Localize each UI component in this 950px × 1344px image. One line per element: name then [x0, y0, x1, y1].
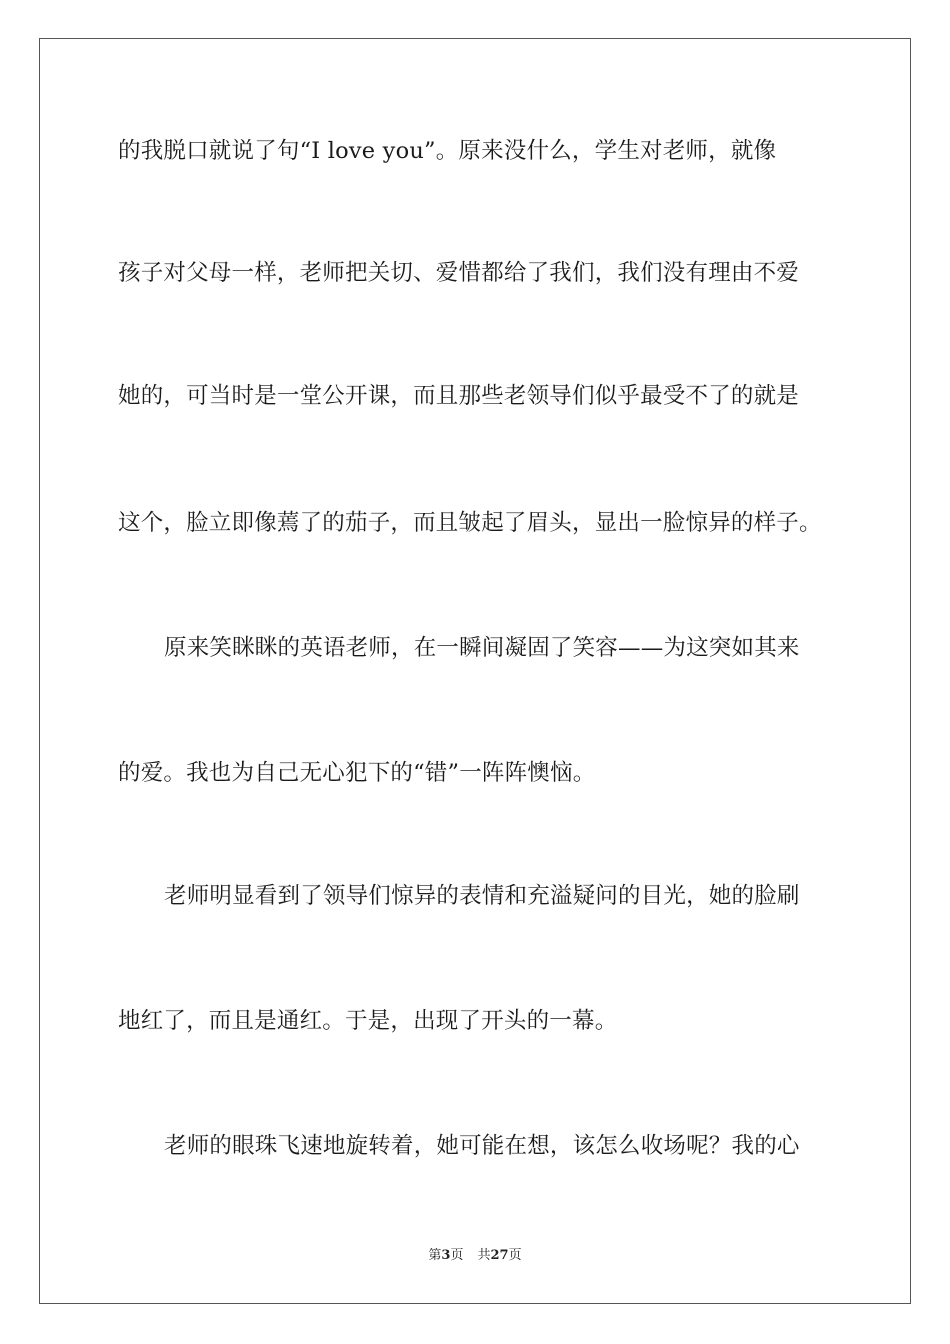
page-suffix: 页 [450, 1248, 464, 1263]
text-line-4: 这个，脸立即像蔫了的茄子，而且皱起了眉头，显出一脸惊异的样子。 [118, 510, 822, 536]
text-line-9: 老师的眼珠飞速地旋转着，她可能在想，该怎么收场呢？我的心 [164, 1133, 800, 1159]
page-prefix: 第 [428, 1248, 442, 1263]
text-line-8: 地红了，而且是通红。于是，出现了开头的一幕。 [118, 1008, 618, 1034]
text-line-2: 孩子对父母一样，老师把关切、爱惜都给了我们，我们没有理由不爱 [118, 260, 800, 286]
total-suffix: 页 [508, 1248, 522, 1263]
text-line-5: 原来笑眯眯的英语老师，在一瞬间凝固了笑容——为这突如其来 [164, 635, 800, 661]
page-border [39, 38, 911, 1304]
page-number: 3 [441, 1248, 451, 1263]
page-footer [0, 1247, 950, 1265]
text-line-7: 老师明显看到了领导们惊异的表情和充溢疑问的目光，她的脸刷 [164, 883, 800, 909]
text-line-3: 她的，可当时是一堂公开课，而且那些老领导们似乎最受不了的就是 [118, 383, 800, 409]
total-pages: 27 [490, 1248, 509, 1263]
total-prefix: 共 [477, 1248, 491, 1263]
text-line-6: 的爱。我也为自己无心犯下的“错”一阵阵懊恼。 [118, 760, 596, 786]
text-line-1: 的我脱口就说了句“I love you”。原来没什么，学生对老师，就像 [118, 138, 777, 164]
